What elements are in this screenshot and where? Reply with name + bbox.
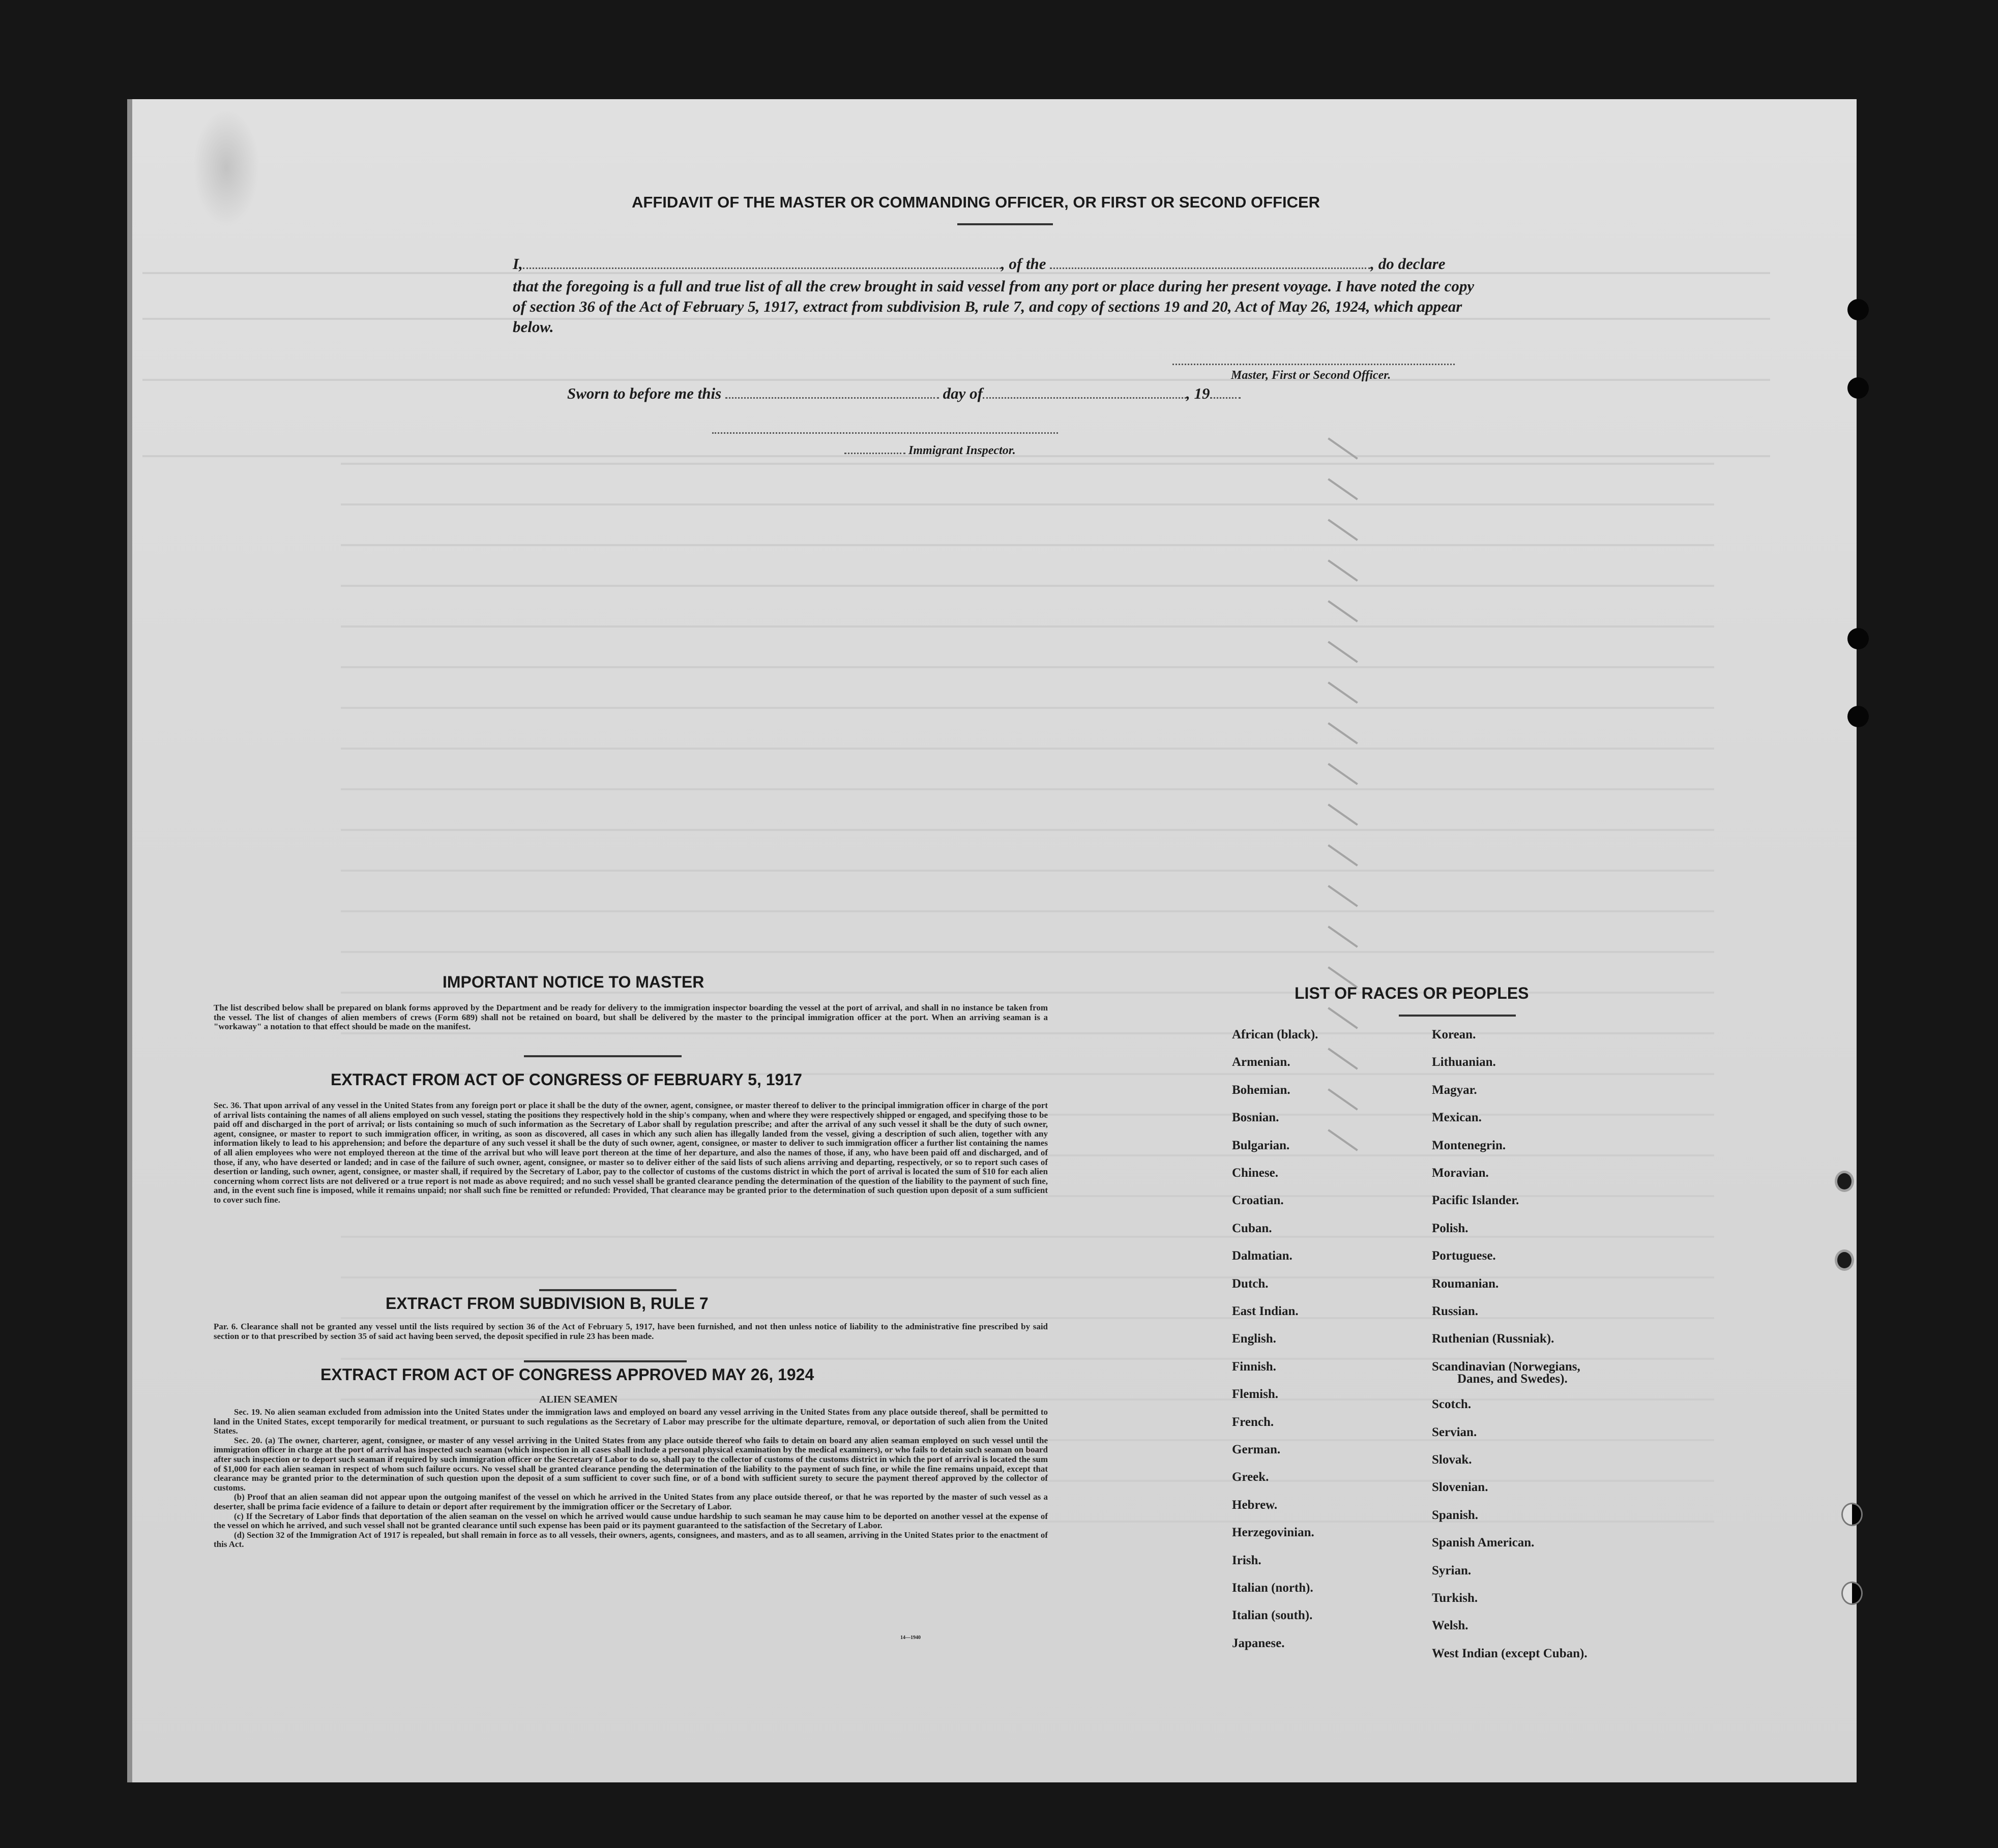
section-19: Sec. 19. No alien seaman excluded from admission into the United States under the immigration laws and employed on board any vessel arriving in the United States from any place outside thereof, shall be permitted to land in the United States, except temporarily for medical treatment, or pursuant to such regulations as the Secretary of Labor may prescribe for the ultimate departure, removal, or deportation of such alien from the United States. — [214, 1407, 1048, 1436]
label-day-of: day of — [943, 384, 983, 402]
bleed-through-row — [341, 666, 1714, 668]
extract-1917-title: EXTRACT FROM ACT OF CONGRESS OF FEBRUARY 5, 1917 — [331, 1070, 802, 1089]
paper-stain — [193, 109, 259, 226]
subdivision-text: Par. 6. Clearance shall not be granted any vessel until the lists required by section 36 of the Act of February 5, 1917, have been furnished, and not then unless notice of liability to the administrative fine prescribed by said section or to that prescribed by section 35 of said act having been served, the deposit specified in rule 23 has been made. — [214, 1322, 1048, 1341]
bleed-through-row — [341, 503, 1714, 505]
bleed-through-mark — [1328, 1048, 1358, 1069]
bleed-through-mark — [1328, 844, 1358, 866]
race-item: Scotch. — [1432, 1397, 1472, 1412]
bleed-through-mark — [1328, 681, 1358, 703]
bleed-through-mark — [1328, 885, 1358, 907]
master-signature-line[interactable] — [1172, 364, 1455, 365]
bleed-through-mark — [1328, 763, 1358, 785]
extract-1924-text — [214, 1408, 1048, 1549]
inspector-lead-dots — [844, 445, 905, 454]
section-20c: (c) If the Secretary of Labor finds that deportation of the alien seaman on the vessel on which he arrived would cause undue hardship to such seaman he may cause him to be deported on another vessel at the expense of the vessel on which he arrived, and such vessel shall not be granted clearance until such expense has been paid or its payment guaranteed to the satisfaction of the Secretary of Labor. — [214, 1511, 1048, 1531]
bleed-through-mark — [1328, 722, 1358, 744]
race-item: Magyar. — [1432, 1083, 1477, 1097]
punch-hole — [1841, 1582, 1863, 1605]
bleed-through-mark — [1328, 478, 1358, 500]
bleed-through-row — [341, 1032, 1714, 1034]
bleed-through-row — [341, 625, 1714, 628]
label-of-the: , of the — [1001, 255, 1046, 273]
page-edge — [127, 99, 132, 1782]
race-item: Russian. — [1432, 1304, 1479, 1318]
bleed-through-row — [341, 748, 1714, 750]
inspector-signature-line[interactable] — [712, 432, 1058, 434]
race-item: Japanese. — [1232, 1636, 1285, 1650]
sworn-day-blank[interactable] — [725, 384, 939, 399]
bleed-through-row — [341, 707, 1714, 709]
punch-hole — [1835, 1249, 1854, 1271]
alien-seamen-subtitle: ALIEN SEAMEN — [539, 1394, 618, 1405]
sworn-year-blank[interactable] — [1210, 384, 1241, 399]
bleed-through-mark — [1328, 519, 1358, 541]
affidavit-body: that the foregoing is a full and true list of all the crew brought in said vessel from any port or place during her present voyage. I have noted the copy of section 36 of the Act of February 5, 1917, extract from subdivision B, rule 7, and copy of sections 19 and 20, Act of May 26, 1924, which appear below. — [513, 277, 1475, 336]
race-item: Armenian. — [1232, 1055, 1290, 1069]
divider-1 — [524, 1055, 682, 1057]
races-title: LIST OF RACES OR PEOPLES — [1295, 984, 1529, 1002]
race-item: Polish. — [1432, 1221, 1468, 1235]
bleed-through-row — [341, 829, 1714, 831]
bleed-through-row — [341, 585, 1714, 587]
section-20a: Sec. 20. (a) The owner, charterer, agent, consignee, or master of any vessel arriving in the United States from any place outside thereof who fails to detain on board any alien seaman employed on such vessel until the immigration officer in charge at the port of arrival has inspected such seaman (which inspection in all cases shall include a personal physical examination by the medical examiners), or who fails to detain such seaman on board after such inspection or to deport such seaman if required by such immigration officer or the Secretary of Labor to do so, shall pay to the collector of customs of the customs district in which the port of arrival is located the sum of $1,000 for each alien seaman in respect of whom such failure occurs. No vessel shall be granted clearance pending the determination of the liability to the payment of such fine, or while the fine remains unpaid, except that clearance may be granted prior to the determination of such question upon the deposit of a sum sufficient to cover such fine, or of a bond with sufficient surety to secure the payment thereof approved by the collector of customs. — [214, 1435, 1048, 1493]
race-item: Spanish American. — [1432, 1536, 1535, 1550]
bleed-through-row — [341, 1317, 1714, 1319]
race-item: West Indian (except Cuban). — [1432, 1646, 1588, 1660]
race-item: Roumanian. — [1432, 1276, 1499, 1291]
race-item: Bosnian. — [1232, 1111, 1279, 1125]
race-item: Italian (north). — [1232, 1581, 1313, 1595]
section-20d: (d) Section 32 of the Immigration Act of 1917 is repealed, but shall remain in force as to all vessels, their owners, agents, consignees, and masters, and as to all seamen, arriving in the United States prior to the enactment of this Act. — [214, 1530, 1048, 1549]
bleed-through-mark — [1328, 641, 1358, 663]
race-item: Portuguese. — [1432, 1249, 1496, 1263]
bleed-through-mark — [1328, 926, 1358, 947]
race-item: Italian (south). — [1232, 1608, 1313, 1623]
race-item: Montenegrin. — [1432, 1138, 1506, 1152]
race-item: Mexican. — [1432, 1111, 1482, 1125]
master-name-blank[interactable] — [523, 254, 1001, 269]
race-item: Dutch. — [1232, 1276, 1269, 1291]
race-item: English. — [1232, 1332, 1276, 1346]
race-item: Pacific Islander. — [1432, 1194, 1519, 1208]
punch-hole — [1841, 1503, 1863, 1526]
bleed-through-mark — [1328, 559, 1358, 581]
label-do-declare: , do declare — [1370, 255, 1446, 273]
race-item: Croatian. — [1232, 1194, 1284, 1208]
race-item: Danes, and Swedes). — [1457, 1372, 1568, 1386]
race-item: Lithuanian. — [1432, 1055, 1496, 1069]
race-item: Syrian. — [1432, 1563, 1472, 1577]
race-item: Scandinavian (Norwegians, — [1432, 1359, 1580, 1374]
race-item: Flemish. — [1232, 1387, 1278, 1402]
race-item: Finnish. — [1232, 1359, 1276, 1374]
race-item: Hebrew. — [1232, 1498, 1278, 1512]
inspector-signature-label — [844, 444, 1016, 458]
label-sworn: Sworn to before me this — [567, 384, 722, 402]
bleed-through-row — [341, 1276, 1714, 1278]
sworn-month-blank[interactable] — [983, 384, 1186, 399]
bleed-through-mark — [1328, 600, 1358, 622]
inspector-label-text: Immigrant Inspector. — [908, 444, 1016, 457]
divider-3 — [524, 1360, 687, 1362]
punch-hole — [1847, 628, 1869, 649]
race-item: Bohemian. — [1232, 1083, 1290, 1097]
bleed-through-mark — [1328, 1088, 1358, 1110]
race-item: Korean. — [1432, 1028, 1476, 1041]
bleed-through-mark — [1328, 1129, 1358, 1151]
punch-hole — [1847, 706, 1869, 727]
affidavit-line-1 — [513, 254, 1445, 273]
race-item: Ruthenian (Russniak). — [1432, 1332, 1554, 1346]
race-item: Moravian. — [1432, 1166, 1489, 1180]
sworn-line — [567, 384, 1241, 403]
form-number: 14—1940 — [900, 1635, 921, 1641]
race-item: Slovenian. — [1432, 1480, 1488, 1495]
race-item: Herzegovinian. — [1232, 1526, 1314, 1540]
bleed-through-mark — [1328, 1007, 1358, 1029]
document-page — [127, 99, 1857, 1782]
race-item: Greek. — [1232, 1470, 1269, 1484]
race-item: French. — [1232, 1415, 1274, 1429]
bleed-through-mark — [1328, 803, 1358, 825]
bleed-through-row — [341, 910, 1714, 912]
race-item: Irish. — [1232, 1553, 1261, 1567]
punch-hole — [1847, 377, 1869, 399]
vessel-name-blank[interactable] — [1050, 254, 1370, 269]
title-rule — [957, 223, 1053, 225]
affidavit-title: AFFIDAVIT OF THE MASTER OR COMMANDING OFFICER, OR FIRST OR SECOND OFFICER — [632, 193, 1320, 211]
race-item: German. — [1232, 1443, 1281, 1456]
section-20b: (b) Proof that an alien seaman did not appear upon the outgoing manifest of the vessel on which he arrived in the United States from any place outside thereof, or that he was reported by the master of such vessel as a deserter, shall be prima facie evidence of a failure to detain or deport after requirement by the immigration officer or the Secretary of Labor. — [214, 1492, 1048, 1511]
notice-title: IMPORTANT NOTICE TO MASTER — [443, 973, 704, 991]
extract-1924-title: EXTRACT FROM ACT OF CONGRESS APPROVED MAY 26, 1924 — [320, 1365, 814, 1384]
subdivision-title: EXTRACT FROM SUBDIVISION B, RULE 7 — [386, 1294, 709, 1313]
race-item: Dalmatian. — [1232, 1249, 1292, 1263]
extract-1917-text: Sec. 36. That upon arrival of any vessel in the United States from any foreign port or place it shall be the duty of the owner, agent, consignee, or master thereof to deliver to the principal immigration officer in charge of the port of arrival lists containing the names of all aliens employed on such vessel, stating the positions they respectively hold in the ship's company, when and where they were respectively shipped or engaged, and specifying those to be paid off and discharged in the port of arrival; or lists containing so much of such information as the Secretary of Labor shall by regulation prescribe; and after the arrival of any such vessel it shall be the duty of such owner, agent, consignee, or master to report to such immigration officer, in writing, as soon as discovered, all cases in which any such alien has illegally landed from the vessel, giving a description of such alien, together with any information likely to lead to his apprehension; and before the departure of any such vessel it shall be the duty of such owner, agent, consignee, or master to deliver to such immigration officer a further list containing the names of all alien employees who were not employed thereon at the time of the arrival but who will leave port thereon at the time of her departure, and also the names of those, if any, who have been paid off and discharged, and of those, if any, who have deserted or landed; and in case of the failure of such owner, agent, consignee, or master so to deliver either of the said lists of such aliens arriving and departing, respectively, or so to report such cases of desertion or landing, such owner, agent, consignee, or master shall, if required by the Secretary of Labor, pay to the collector of customs of the customs district in which the port of arrival is located the sum of $10 for each alien concerning whom correct lists are not delivered or a true report is not made as above required; and no such vessel shall be granted clearance pending the determination of the question of the liability to the payment of such fine, and, in the event such fine is imposed, while it remains unpaid; nor shall such fine be remitted or refunded: Provided, That clearance may be granted prior to the determination of such question upon deposit of a sum sufficient to cover such fine. — [214, 1100, 1048, 1205]
race-item: Cuban. — [1232, 1221, 1272, 1235]
race-item: Chinese. — [1232, 1166, 1278, 1180]
bleed-through-row — [341, 463, 1714, 465]
bleed-through-row — [341, 1236, 1714, 1238]
punch-hole — [1835, 1171, 1854, 1192]
race-item: Welsh. — [1432, 1619, 1468, 1633]
notice-text: The list described below shall be prepared on blank forms approved by the Department and be ready for delivery to the immigration inspector boarding the vessel at the port of arrival, and shall in no instance be taken from the vessel. The list of changes of alien members of crews (Form 689) shall not be retained on board, but shall be delivered by the master to the principal immigration officer at the port. When an arriving seaman is a "workaway" a notation to that effect should be made on the manifest. — [214, 1003, 1048, 1032]
race-item: Turkish. — [1432, 1591, 1478, 1605]
master-signature-label: Master, First or Second Officer. — [1231, 369, 1391, 382]
punch-hole — [1847, 299, 1869, 320]
race-item: Spanish. — [1432, 1508, 1479, 1522]
divider-2 — [539, 1289, 677, 1291]
race-item: East Indian. — [1232, 1304, 1299, 1318]
bleed-through-row — [341, 870, 1714, 872]
race-item: Slovak. — [1432, 1453, 1472, 1467]
race-item: African (black). — [1232, 1028, 1318, 1041]
bleed-through-row — [341, 951, 1714, 953]
bleed-through-row — [341, 544, 1714, 546]
race-item: Servian. — [1432, 1425, 1477, 1439]
label-year-19: , 19 — [1186, 384, 1210, 402]
label-i: I, — [513, 255, 523, 273]
race-item: Bulgarian. — [1232, 1138, 1290, 1152]
bleed-through-row — [341, 788, 1714, 790]
races-divider — [1399, 1015, 1516, 1017]
